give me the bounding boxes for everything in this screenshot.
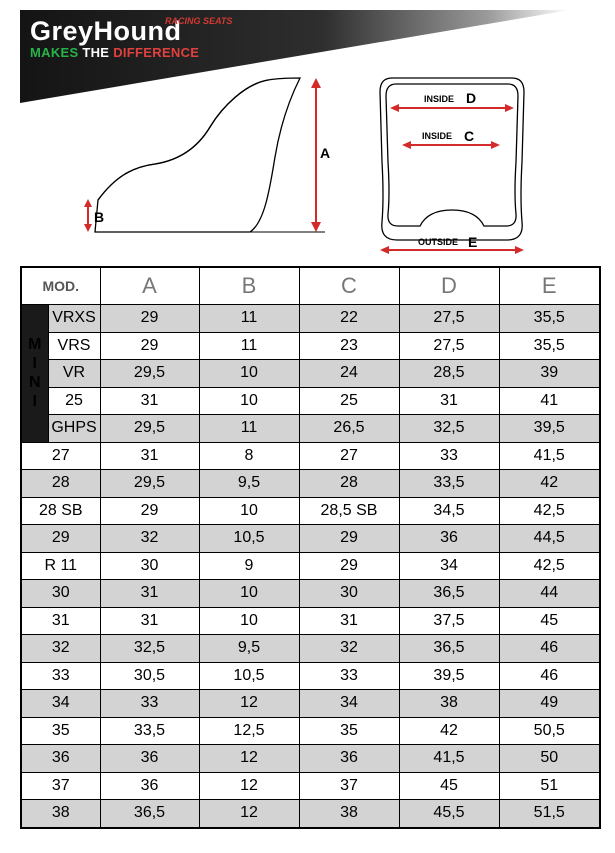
value-c: 29 <box>299 525 399 553</box>
value-a: 29,5 <box>100 360 199 388</box>
value-a: 29 <box>100 305 199 333</box>
value-e: 46 <box>499 662 600 690</box>
value-a: 29 <box>100 332 199 360</box>
value-a: 31 <box>100 387 199 415</box>
value-e: 41,5 <box>499 442 600 470</box>
value-d: 45 <box>399 772 499 800</box>
value-c: 22 <box>299 305 399 333</box>
value-d: 42 <box>399 717 499 745</box>
value-e: 49 <box>499 690 600 718</box>
dimension-a-label: A <box>320 145 331 161</box>
value-d: 33,5 <box>399 470 499 498</box>
value-a: 29,5 <box>100 470 199 498</box>
seat-side-view-diagram <box>70 72 340 242</box>
table-row <box>21 305 600 333</box>
value-c: 24 <box>299 360 399 388</box>
table-row <box>21 552 600 580</box>
table-header-row <box>21 267 600 305</box>
table-row <box>21 800 600 828</box>
table-row <box>21 580 600 608</box>
value-a: 36 <box>100 772 199 800</box>
value-e: 46 <box>499 635 600 663</box>
value-c: 27 <box>299 442 399 470</box>
value-e: 50,5 <box>499 717 600 745</box>
value-a: 31 <box>100 607 199 635</box>
value-d: 37,5 <box>399 607 499 635</box>
model-cell: 35 <box>21 717 100 745</box>
header-mod: MOD. <box>21 267 100 305</box>
header-b: B <box>199 267 299 305</box>
value-d: 27,5 <box>399 332 499 360</box>
value-b: 10,5 <box>199 525 299 553</box>
model-cell: 34 <box>21 690 100 718</box>
value-c: 31 <box>299 607 399 635</box>
model-cell: R 11 <box>21 552 100 580</box>
header-a: A <box>100 267 199 305</box>
dimension-e-label: E <box>468 234 478 250</box>
table-row <box>21 332 600 360</box>
value-b: 9,5 <box>199 635 299 663</box>
value-b: 11 <box>199 305 299 333</box>
model-cell: 28 <box>21 470 100 498</box>
table-row <box>21 415 600 443</box>
value-e: 51,5 <box>499 800 600 828</box>
value-b: 8 <box>199 442 299 470</box>
value-b: 10 <box>199 580 299 608</box>
value-c: 26,5 <box>299 415 399 443</box>
value-c: 25 <box>299 387 399 415</box>
value-c: 23 <box>299 332 399 360</box>
value-c: 28,5 SB <box>299 497 399 525</box>
value-e: 51 <box>499 772 600 800</box>
value-e: 42,5 <box>499 497 600 525</box>
value-b: 10 <box>199 497 299 525</box>
model-cell: 25 <box>48 387 100 415</box>
value-c: 29 <box>299 552 399 580</box>
value-d: 34,5 <box>399 497 499 525</box>
header-e: E <box>499 267 600 305</box>
table-row <box>21 470 600 498</box>
value-e: 39,5 <box>499 415 600 443</box>
value-b: 10 <box>199 387 299 415</box>
dimension-c-label: C <box>464 128 475 144</box>
table-row <box>21 525 600 553</box>
model-cell: 27 <box>21 442 100 470</box>
value-d: 36,5 <box>399 635 499 663</box>
value-b: 10 <box>199 607 299 635</box>
value-e: 35,5 <box>499 305 600 333</box>
value-c: 33 <box>299 662 399 690</box>
model-cell: 33 <box>21 662 100 690</box>
value-b: 9,5 <box>199 470 299 498</box>
table-row <box>21 745 600 773</box>
value-a: 30,5 <box>100 662 199 690</box>
value-a: 33 <box>100 690 199 718</box>
value-a: 32 <box>100 525 199 553</box>
tagline-part-1: MAKES <box>30 45 79 60</box>
table-row <box>21 360 600 388</box>
value-e: 41 <box>499 387 600 415</box>
value-e: 44,5 <box>499 525 600 553</box>
value-e: 39 <box>499 360 600 388</box>
value-a: 36 <box>100 745 199 773</box>
model-cell: 31 <box>21 607 100 635</box>
seat-top-view-diagram <box>372 72 532 260</box>
value-c: 35 <box>299 717 399 745</box>
model-cell: VR <box>48 360 100 388</box>
value-a: 36,5 <box>100 800 199 828</box>
value-b: 11 <box>199 415 299 443</box>
value-d: 39,5 <box>399 662 499 690</box>
value-e: 45 <box>499 607 600 635</box>
value-a: 31 <box>100 442 199 470</box>
value-d: 41,5 <box>399 745 499 773</box>
value-d: 38 <box>399 690 499 718</box>
table-row <box>21 387 600 415</box>
logo-wordmark: GreyHound <box>30 16 182 46</box>
value-a: 33,5 <box>100 717 199 745</box>
table-row <box>21 607 600 635</box>
mini-group-label: M I N I <box>21 305 48 443</box>
value-b: 12 <box>199 772 299 800</box>
model-cell: GHPS <box>48 415 100 443</box>
table-row <box>21 635 600 663</box>
table-row <box>21 442 600 470</box>
model-cell: VRXS <box>48 305 100 333</box>
value-d: 28,5 <box>399 360 499 388</box>
value-b: 9 <box>199 552 299 580</box>
table-row <box>21 772 600 800</box>
value-d: 45,5 <box>399 800 499 828</box>
table-row <box>21 690 600 718</box>
value-d: 33 <box>399 442 499 470</box>
value-c: 28 <box>299 470 399 498</box>
value-b: 12 <box>199 800 299 828</box>
table-row <box>21 717 600 745</box>
value-c: 37 <box>299 772 399 800</box>
model-cell: 37 <box>21 772 100 800</box>
value-c: 34 <box>299 690 399 718</box>
value-e: 50 <box>499 745 600 773</box>
value-a: 29 <box>100 497 199 525</box>
value-b: 12,5 <box>199 717 299 745</box>
header-c: C <box>299 267 399 305</box>
value-e: 42,5 <box>499 552 600 580</box>
model-cell: VRS <box>48 332 100 360</box>
value-e: 44 <box>499 580 600 608</box>
value-b: 11 <box>199 332 299 360</box>
value-a: 31 <box>100 580 199 608</box>
seat-top-outline-inner <box>386 84 518 226</box>
tagline-part-2: THE <box>82 45 110 60</box>
value-d: 31 <box>399 387 499 415</box>
model-cell: 28 SB <box>21 497 100 525</box>
value-b: 12 <box>199 690 299 718</box>
model-cell: 30 <box>21 580 100 608</box>
model-cell: 29 <box>21 525 100 553</box>
dimension-b-label: B <box>94 209 105 225</box>
model-cell: 36 <box>21 745 100 773</box>
inside-c-prefix: INSIDE <box>422 131 453 141</box>
value-c: 30 <box>299 580 399 608</box>
value-d: 27,5 <box>399 305 499 333</box>
value-e: 35,5 <box>499 332 600 360</box>
value-c: 38 <box>299 800 399 828</box>
model-cell: 32 <box>21 635 100 663</box>
inside-d-prefix: INSIDE <box>424 94 455 104</box>
value-b: 12 <box>199 745 299 773</box>
value-a: 30 <box>100 552 199 580</box>
outside-e-prefix: OUTSIDE <box>418 237 459 247</box>
value-d: 32,5 <box>399 415 499 443</box>
table-row <box>21 497 600 525</box>
header-d: D <box>399 267 499 305</box>
seat-side-outline <box>95 78 300 232</box>
model-cell: 38 <box>21 800 100 828</box>
logo-racing-seats: RACING SEATS <box>165 16 233 26</box>
value-a: 29,5 <box>100 415 199 443</box>
brand-tagline <box>30 45 199 60</box>
value-c: 36 <box>299 745 399 773</box>
brand-logo <box>30 16 233 60</box>
value-b: 10 <box>199 360 299 388</box>
value-b: 10,5 <box>199 662 299 690</box>
table-row <box>21 662 600 690</box>
value-c: 32 <box>299 635 399 663</box>
tagline-part-3: DIFFERENCE <box>113 45 200 60</box>
value-d: 36 <box>399 525 499 553</box>
value-d: 34 <box>399 552 499 580</box>
value-d: 36,5 <box>399 580 499 608</box>
value-a: 32,5 <box>100 635 199 663</box>
dimension-d-label: D <box>466 90 477 106</box>
seat-size-table <box>20 266 601 829</box>
value-e: 42 <box>499 470 600 498</box>
